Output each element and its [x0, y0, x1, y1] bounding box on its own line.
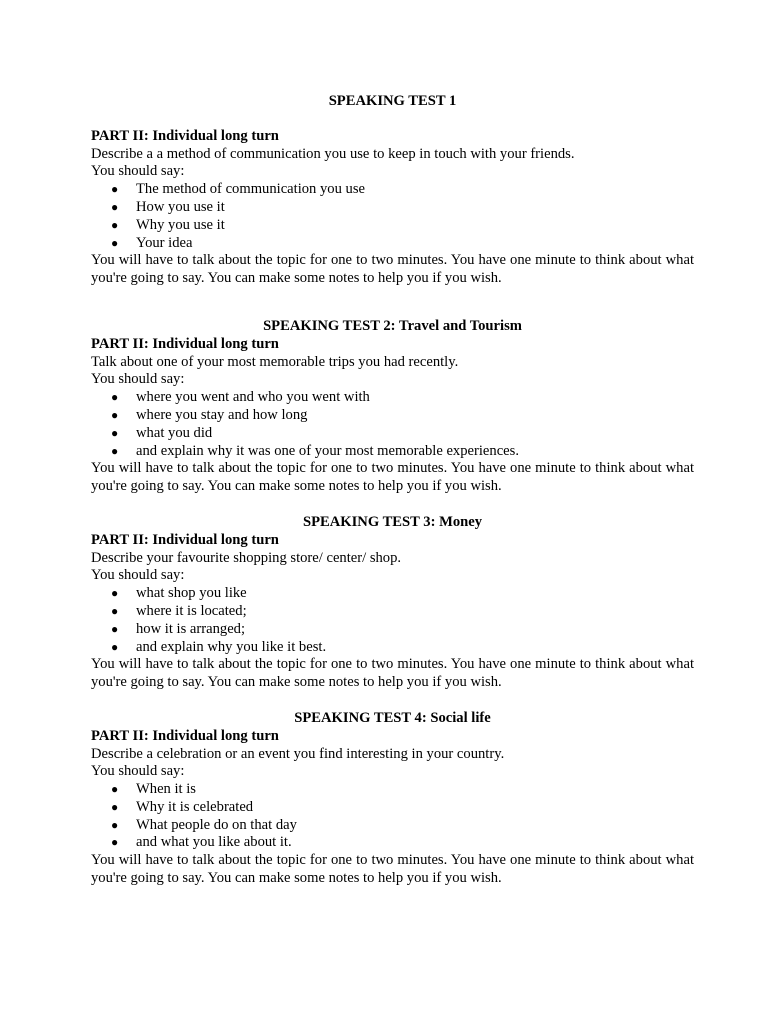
bullet-icon: ●	[111, 621, 119, 636]
bullet-list	[91, 181, 694, 252]
bullet-list	[91, 389, 694, 460]
list-item	[91, 621, 694, 639]
list-item-text: what shop you like	[136, 585, 247, 602]
bullet-icon: ●	[111, 425, 119, 440]
should-say-label: You should say:	[91, 163, 185, 180]
bullet-icon: ●	[111, 199, 119, 214]
list-item	[91, 817, 694, 835]
list-item-text: and explain why you like it best.	[136, 638, 327, 655]
list-item-text: When it is	[136, 781, 196, 798]
bullet-icon: ●	[111, 390, 119, 405]
speaking-test-4	[91, 710, 694, 888]
list-item-text: and what you like about it.	[136, 834, 292, 851]
list-item	[91, 639, 694, 657]
test-title: SPEAKING TEST 4: Social life	[294, 709, 491, 726]
test-title: SPEAKING TEST 1	[328, 93, 457, 109]
closing-instructions: You will have to talk about the topic for one to two minutes. You have one minute to think about what you're going to say. You can make some notes to help you if you wish.	[91, 460, 694, 495]
list-item-text: where it is located;	[136, 602, 247, 619]
document-page	[91, 93, 694, 888]
list-item	[91, 799, 694, 817]
closing-instructions: You will have to talk about the topic for one to two minutes. You have one minute to think about what you're going to say. You can make some notes to help you if you wish.	[91, 656, 694, 691]
bullet-icon: ●	[111, 407, 119, 422]
list-item	[91, 781, 694, 799]
list-item	[91, 217, 694, 235]
topic-prompt: Describe a celebration or an event you find interesting in your country.	[91, 745, 505, 762]
list-item	[91, 181, 694, 199]
test-title: SPEAKING TEST 2: Travel and Tourism	[263, 317, 522, 334]
list-item-text: How you use it	[136, 198, 225, 215]
list-item-text: Your idea	[136, 234, 193, 251]
closing-instructions: You will have to talk about the topic for one to two minutes. You have one minute to think about what you're going to say. You can make some notes to help you if you wish.	[91, 252, 694, 287]
bullet-icon: ●	[111, 639, 119, 654]
list-item-text: Why it is celebrated	[136, 798, 254, 815]
list-item	[91, 407, 694, 425]
closing-instructions: You will have to talk about the topic for one to two minutes. You have one minute to think about what you're going to say. You can make some notes to help you if you wish.	[91, 852, 694, 887]
bullet-icon: ●	[111, 817, 119, 832]
list-item	[91, 443, 694, 461]
list-item-text: where you stay and how long	[136, 406, 308, 423]
bullet-icon: ●	[111, 835, 119, 850]
list-item-text: how it is arranged;	[136, 620, 246, 637]
list-item-text: where you went and who you went with	[136, 389, 370, 406]
topic-prompt: Describe your favourite shopping store/ center/ shop.	[91, 549, 402, 566]
topic-prompt: Talk about one of your most memorable trips you had recently.	[91, 353, 459, 370]
bullet-icon: ●	[111, 443, 119, 458]
list-item-text: What people do on that day	[136, 816, 297, 833]
list-item	[91, 235, 694, 253]
bullet-icon: ●	[111, 799, 119, 814]
bullet-icon: ●	[111, 217, 119, 232]
list-item	[91, 834, 694, 852]
list-item	[91, 603, 694, 621]
speaking-test-1	[91, 93, 694, 288]
part-heading: PART II: Individual long turn	[91, 127, 279, 144]
speaking-test-2	[91, 318, 694, 496]
part-heading: PART II: Individual long turn	[91, 531, 279, 548]
topic-prompt: Describe a a method of communication you use to keep in touch with your friends.	[91, 145, 575, 162]
bullet-icon: ●	[111, 586, 119, 601]
should-say-label: You should say:	[91, 371, 185, 388]
should-say-label: You should say:	[91, 567, 185, 584]
list-item	[91, 425, 694, 443]
list-item-text: The method of communication you use	[136, 181, 365, 198]
list-item-text: Why you use it	[136, 216, 225, 233]
part-heading: PART II: Individual long turn	[91, 335, 279, 352]
bullet-icon: ●	[111, 182, 119, 197]
list-item	[91, 199, 694, 217]
test-title: SPEAKING TEST 3: Money	[302, 513, 483, 530]
speaking-test-3	[91, 514, 694, 692]
bullet-icon: ●	[111, 235, 119, 250]
bullet-list	[91, 781, 694, 852]
list-item-text: what you did	[136, 424, 213, 441]
list-item	[91, 585, 694, 603]
bullet-icon: ●	[111, 603, 119, 618]
bullet-icon: ●	[111, 782, 119, 797]
bullet-list	[91, 585, 694, 656]
list-item-text: and explain why it was one of your most memorable experiences.	[136, 442, 519, 459]
should-say-label: You should say:	[91, 763, 185, 780]
list-item	[91, 389, 694, 407]
part-heading: PART II: Individual long turn	[91, 727, 279, 744]
